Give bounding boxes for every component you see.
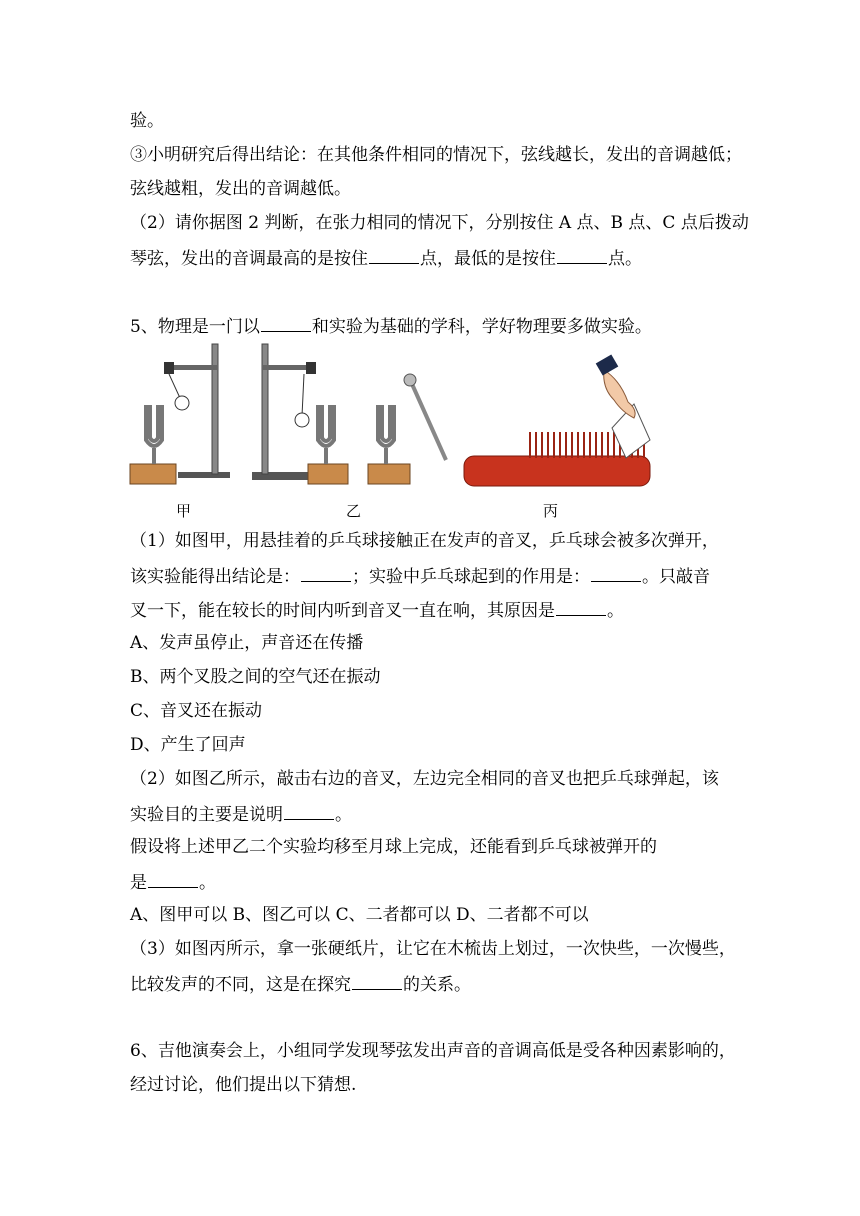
option-b: B、两个叉股之间的空气还在振动 [130, 667, 381, 687]
text-line: A、图甲可以 B、图乙可以 C、二者都可以 D、二者都不可以 [130, 905, 589, 925]
answer-blank[interactable] [369, 246, 419, 264]
answer-blank[interactable] [557, 246, 607, 264]
text-line: （2）请你据图 2 判断，在张力相同的情况下，分别按住 A 点、B 点、C 点后拨动 [130, 213, 749, 233]
answer-blank[interactable] [591, 564, 641, 582]
option-d: D、产生了回声 [130, 735, 246, 755]
text-line: （1）如图甲，用悬挂着的乒乓球接触正在发声的音叉，乒乓球会被多次弹开， [130, 531, 719, 551]
text-line: 是 。 [130, 870, 216, 894]
text-line: ③小明研究后得出结论：在其他条件相同的情况下，弦线越长，发出的音调越低； [130, 145, 742, 165]
experiment-illustration [128, 340, 668, 520]
answer-blank[interactable] [301, 564, 351, 582]
text-line: 经过讨论，他们提出以下猜想. [130, 1075, 357, 1095]
figure-bing [464, 354, 650, 486]
answer-blank[interactable] [352, 972, 402, 990]
text-line: 假设将上述甲乙二个实验均移至月球上完成，还能看到乒乓球被弹开的 [130, 837, 657, 857]
option-a: A、发声虽停止，声音还在传播 [130, 633, 364, 653]
text-line: 弦线越粗，发出的音调越低。 [130, 179, 351, 199]
option-c: C、音叉还在振动 [130, 701, 263, 721]
text-line: 叉一下，能在较长的时间内听到音叉一直在响，其原因是 。 [130, 598, 624, 622]
text-line: 该实验能得出结论是： ；实验中乒乓球起到的作用是： 。只敲音 [130, 564, 710, 588]
question-5: 5、物理是一门以 和实验为基础的学科，学好物理要多做实验。 [130, 314, 652, 338]
text-line: 比较发声的不同，这是在探究 的关系。 [130, 972, 471, 996]
figure-jia [130, 344, 230, 484]
text-line: 琴弦，发出的音调最高的是按住 点，最低的是按住 点。 [130, 246, 642, 270]
answer-blank[interactable] [261, 314, 311, 332]
experiment-figure [128, 340, 668, 520]
figure-yi [252, 344, 446, 484]
text-line: （3）如图丙所示，拿一张硬纸片，让它在木梳齿上划过，一次快些，一次慢些， [130, 939, 736, 959]
answer-blank[interactable] [284, 802, 334, 820]
caption-bing: 丙 [543, 502, 559, 520]
answer-blank[interactable] [148, 870, 198, 888]
answer-blank[interactable] [556, 598, 606, 616]
text-line: 验。 [130, 111, 164, 131]
question-6: 6、吉他演奏会上，小组同学发现琴弦发出声音的音调高低是受各种因素影响的， [130, 1041, 736, 1061]
caption-yi: 乙 [346, 502, 362, 520]
text-line: 实验目的主要是说明 。 [130, 802, 352, 826]
caption-jia: 甲 [176, 502, 192, 520]
text-line: （2）如图乙所示，敲击右边的音叉，左边完全相同的音叉也把乒乓球弹起，该 [130, 769, 719, 789]
